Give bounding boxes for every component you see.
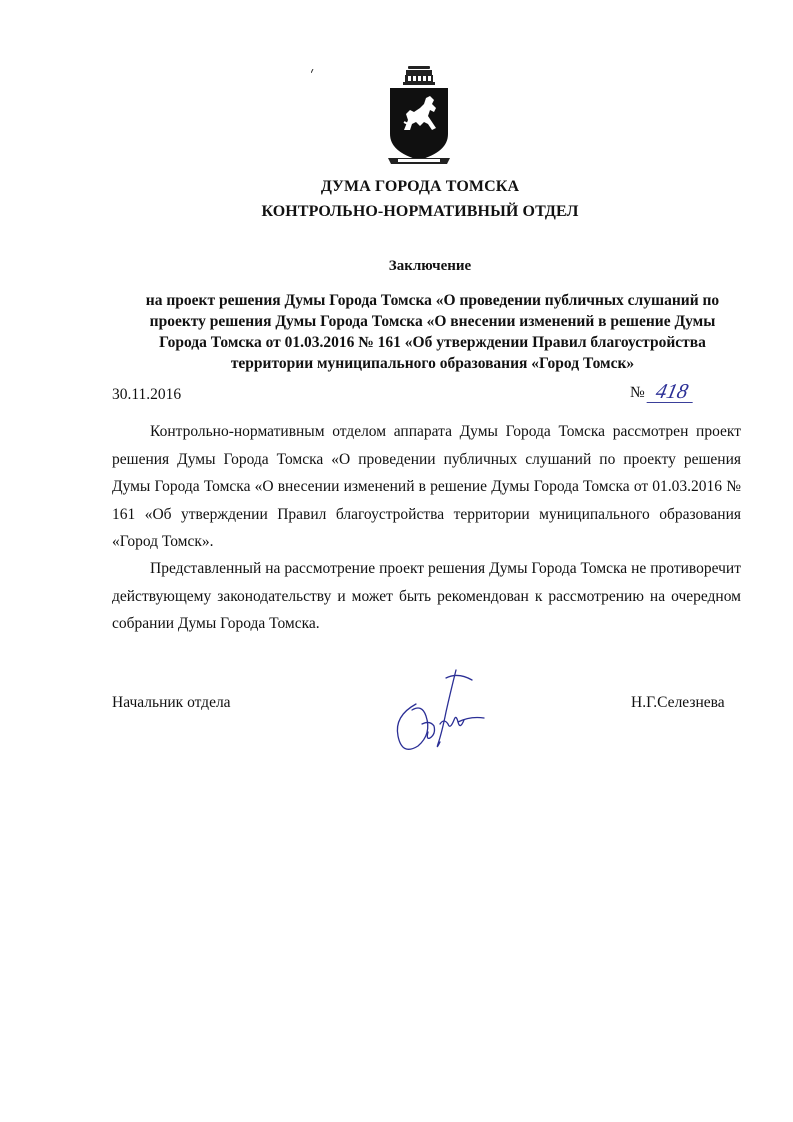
scan-speck bbox=[311, 60, 314, 64]
signatory-position: Начальник отдела bbox=[112, 694, 231, 711]
body-paragraph: Представленный на рассмотрение проект решения Думы Города Томска не противоречит действующему законодательству и может быть рекомендован к рассмотрению на очередном собрании Думы Города Томска. bbox=[112, 560, 741, 632]
number-label: № bbox=[630, 384, 645, 401]
document-subject: на проект решения Думы Города Томска «О проведении публичных слушаний по проекту решения Думы Города Томска «О внесении изменений в решение Думы Города Томска от 01.03.2016 № 161 «Об утверждении Правил благоустройства территории муниципального образования «Город Томск» bbox=[145, 292, 720, 372]
coat-of-arms-icon bbox=[384, 64, 454, 168]
signature-icon bbox=[386, 664, 496, 764]
body-paragraph: Контрольно-нормативным отделом аппарата Думы Города Томска рассмотрен проект решения Думы Города Томска «О проведении публичных слушаний по проекту решения Думы Города Томска «О внесении изменений в решение Думы Города Томска от 01.03.2016 № 161 «Об утверждении Правил благоустройства территории муниципального образования «Город Томск». bbox=[112, 423, 741, 550]
document-number bbox=[630, 380, 695, 403]
organization-name: ДУМА ГОРОДА ТОМСКА bbox=[320, 178, 520, 195]
document-type-title: Заключение bbox=[388, 258, 472, 274]
department-name: КОНТРОЛЬНО-НОРМАТИВНЫЙ ОТДЕЛ bbox=[261, 203, 579, 220]
document-date: 30.11.2016 bbox=[112, 386, 182, 403]
signatory-name: Н.Г.Селезнева bbox=[631, 694, 725, 711]
number-value-handwritten: 418 bbox=[646, 380, 697, 403]
